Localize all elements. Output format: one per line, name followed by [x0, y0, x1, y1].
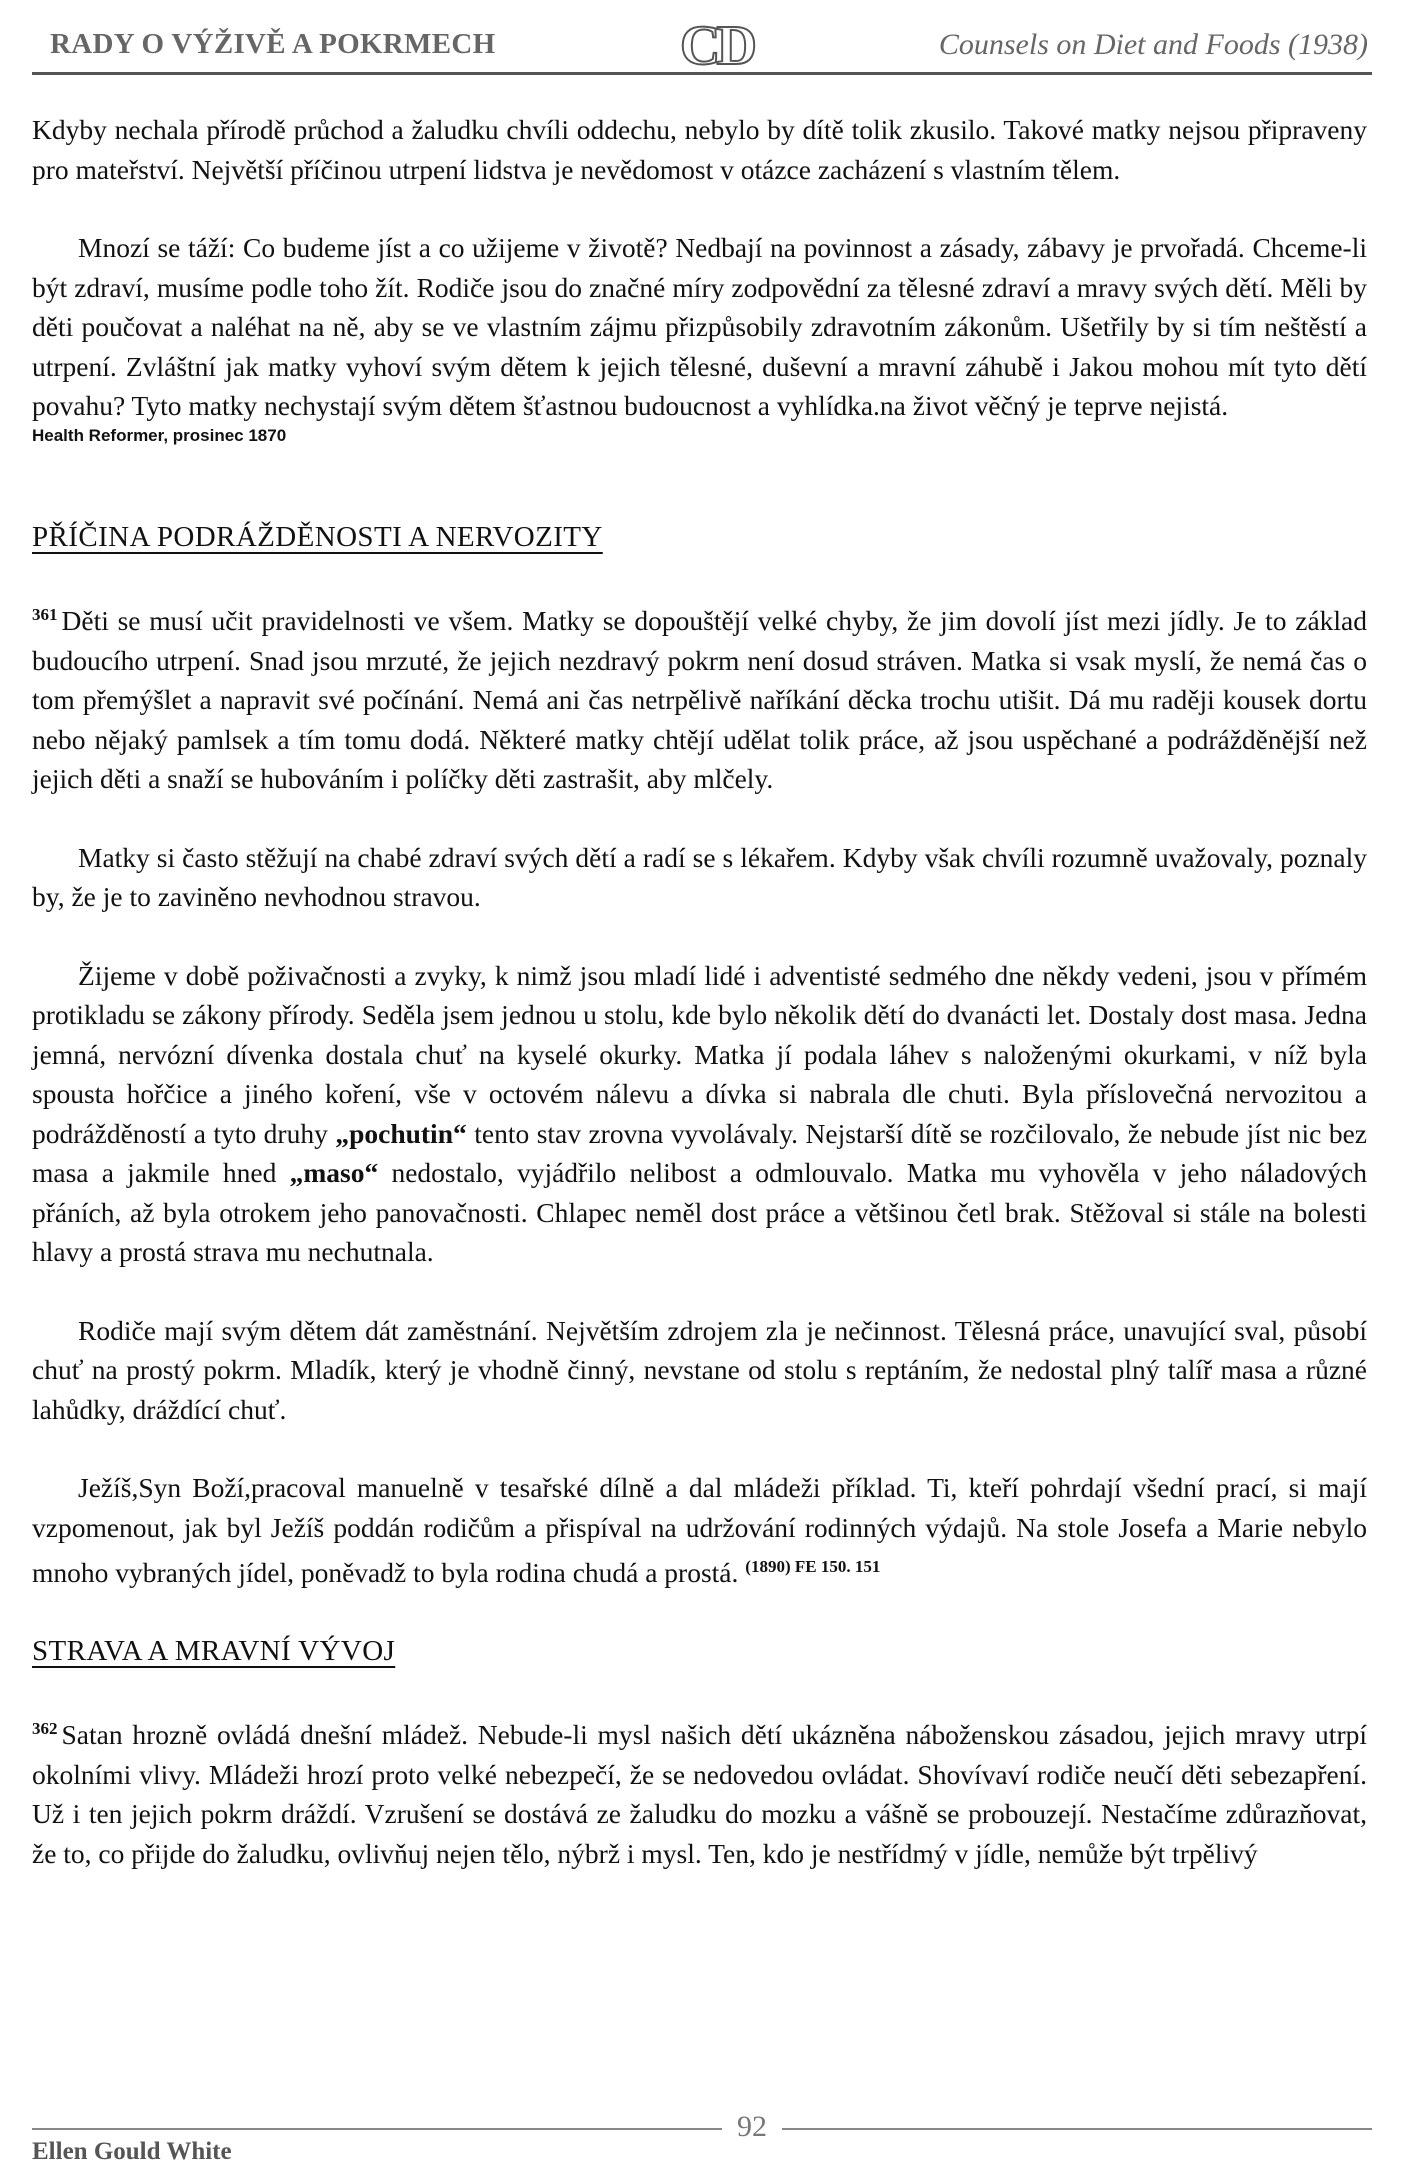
footer-divider	[782, 2128, 1372, 2130]
section-heading: PŘÍČINA PODRÁŽDĚNOSTI A NERVOZITY	[32, 520, 603, 553]
emphasis: „maso“	[289, 1157, 379, 1188]
header-book-title: RADY O VÝŽIVĚ A POKRMECH	[50, 28, 496, 60]
cd-logo: CD	[680, 15, 753, 77]
paragraph-text: Satan hrozně ovládá dnešní mládež. Nebude-li mysl našich dětí ukázněna náboženskou zásadou, jejich mravy utrpí okolními vlivy. Mládeži hrozí proto velké nebezpečí, že se nedovedou ovládat. Shovívaví rodiče neučí děti sebezapření. Už i ten jejich pokrm dráždí. Vzrušení se dostává ze žaludku do mozku a vášně se probouzejí. Nestačíme zdůrazňovat, že to, co přijde do žaludku, ovlivňuj nejen tělo, nýbrž i mysl. Ten, kdo je nestřídmý v jídle, nemůže být trpělivý	[32, 1719, 1367, 1869]
paragraph	[32, 595, 1367, 799]
footer-author: Ellen Gould White	[32, 2138, 232, 2165]
reference-citation: (1890) FE 150. 151	[745, 1557, 881, 1576]
paragraph: Rodiče mají svým dětem dát zaměstnání. Největším zdrojem zla je nečinnost. Tělesná práce, unavující sval, působí chuť na prostý pokrm. Mladík, který je vhodně činný, nevstane od stolu s reptáním, že nedostal plný talíř masa a různé lahůdky, dráždící chuť.	[32, 1314, 1367, 1425]
paragraph-number: 361	[32, 605, 58, 624]
source-citation: Health Reformer, prosinec 1870	[32, 425, 287, 445]
page-number: 92	[737, 2110, 767, 2143]
paragraph-text: Děti se musí učit pravidelnosti ve všem. Matky se dopouštějí velké chyby, že jim dovolí jíst mezi jídly. Je to základ budoucího utrpení. Snad jsou mrzuté, že jejich nezdravý pokrm není dosud stráven. Matka si vsak myslí, že nemá čas o tom přemýšlet a napravit své počínání. Nemá ani čas netrpělivě naříkání děcka trochu utišit. Dá mu raději kousek dortu nebo nějaký pamlsek a tím tomu dodá. Některé matky chtějí udělat tolik práce, až jsou uspěchané a podrážděnější než jejich děti a snaží se hubováním i políčky děti zastrašit, aby mlčely.	[32, 605, 1367, 794]
paragraph-text: nedostalo, vyjádřilo nelibost a odmlouvalo. Matka mu vyhověla v jeho náladových přáních, až byla otrokem jeho panovačnosti. Chlapec neměl dost práce a většinou četl brak. Stěžoval si stále na bolesti hlavy a prostá strava mu nechutnala.	[32, 1157, 1367, 1267]
paragraph	[32, 956, 1367, 1272]
paragraph-text: Žijeme v době poživačnosti a zvyky, k nimž jsou mladí lidé i adventisté sedmého dne někdy vedeni, jsou v přímém protikladu se zákony přírody. Seděla jsem jednou u stolu, kde bylo několik dětí do dvanácti let. Dostaly dost masa. Jedna jemná, nervózní dívenka dostala chuť na kyselé okurky. Matka jí podala láhev s naloženými okurkami, v níž byla spousta hořčice a jiného koření, vše v octovém nálevu a dívka si nabrala dle chuti. Byla příslovečná nervozitou a podrážděností a tyto druhy	[32, 959, 1367, 1149]
page-content	[32, 110, 1367, 1873]
paragraph: Mnozí se táží: Co budeme jíst a co užijeme v životě? Nedbají na povinnost a zásady, zábavy je prvořadá. Chceme-li být zdraví, musíme podle toho žít. Rodiče jsou do značné míry zodpovědní za tělesné zdraví a mravy svých dětí. Měli by děti poučovat a naléhat na ně, aby se ve vlastním zájmu přizpůsobily zdravotním zákonům. Ušetřily by si tím neštěstí a utrpení. Zvláštní jak matky vyhoví svým dětem k jejich tělesné, duševní a mravní záhubě i Jakou mohou mít tyto dětí povahu? Tyto matky nechystají svým dětem šťastnou budoucnost a vyhlídka.na život věčný je teprve nejistá.	[32, 232, 1367, 421]
paragraph	[32, 1468, 1367, 1593]
paragraph-number: 362	[32, 1719, 58, 1738]
header-english-title: Counsels on Diet and Foods (1938)	[938, 28, 1368, 61]
paragraph	[32, 1709, 1367, 1873]
paragraph-text: tento stav zrovna vyvolávaly. Nejstarší dítě se rozčilovalo, že nebude jíst nic bez masa a jakmile hned	[32, 1117, 1367, 1188]
emphasis: „pochutin“	[335, 1117, 467, 1149]
footer-divider	[32, 2128, 722, 2130]
paragraph: Matky si často stěžují na chabé zdraví svých dětí a radí se s lékařem. Kdyby však chvíli rozumně uvažovaly, poznaly by, že je to zaviněno nevhodnou stravou.	[32, 841, 1367, 912]
section-heading: STRAVA A MRAVNÍ VÝVOJ	[32, 1634, 396, 1667]
paragraph: Kdyby nechala přírodě průchod a žaludku chvíli oddechu, nebylo by dítě tolik zkusilo. Takové matky nejsou připraveny pro mateřství. Největší příčinou utrpení lidstva je nevědomost v otázce zacházení s vlastním tělem.	[32, 114, 1367, 185]
page-header	[32, 15, 1372, 77]
paragraph-text: Ježíš,Syn Boží,pracoval manuelně v tesařské dílně a dal mládeži příklad. Ti, kteří pohrdají všední prací, si mají vzpomenout, jak byl Ježíš poddán rodičům a přispíval na udržování rodinných výdajů. Na stole Josefa a Marie nebylo mnoho vybraných jídel, poněvadž to byla rodina chudá a prostá.	[32, 1472, 1367, 1588]
